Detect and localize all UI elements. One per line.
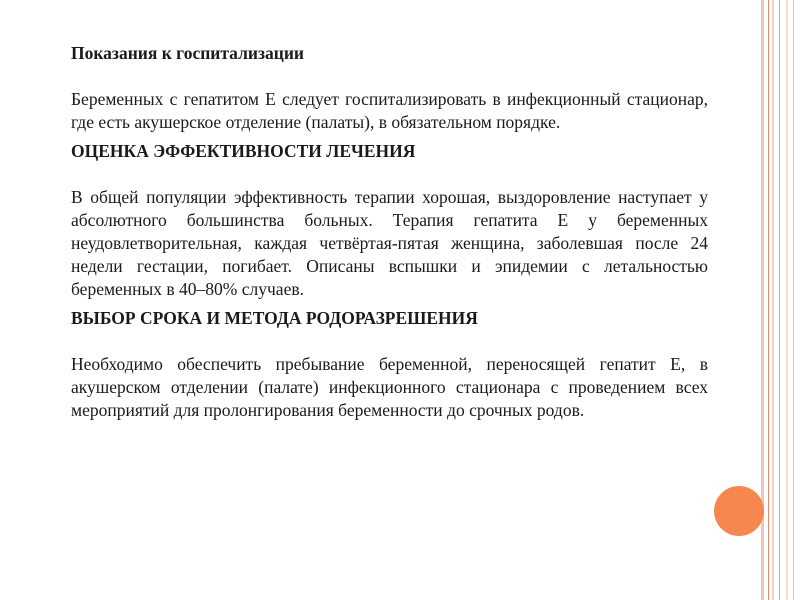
decorative-line [786,0,788,600]
decorative-line [768,0,769,600]
item-text: Беременных с гепатитом Е следует госпитализировать в инфекционный стационар, где есть акушерское отделение (палаты), в обязательном порядке. [71,89,708,132]
decorative-line [772,0,774,600]
item-text: ОЦЕНКА ЭФФЕКТИВНОСТИ ЛЕЧЕНИЯ [71,141,416,161]
bullet-item-heading-efficacy [44,140,708,163]
item-text: ВЫБОР СРОКА И МЕТОДА РОДОРАЗРЕШЕНИЯ [71,308,478,328]
bullet-item-efficacy-text [44,186,708,301]
bullet-item-hospitalization-text [44,88,708,134]
item-text: В общей популяции эффективность терапии хорошая, выздоровление наступает у абсолютного большинства больных. Терапия гепатита Е у беременных неудовлетворительная, каждая четвёртая-пятая женщина, заболевшая после 24 недели гестации, погибает. Описаны вспышки и эпидемии с летальностью беременных в 40–80% случаев. [71,187,708,299]
item-text: Показания к госпитализации [71,43,305,63]
item-text: Необходимо обеспечить пребывание беременной, переносящей гепатит Е, в акушерском отделении (палате) инфекционного стационара с проведением всех мероприятий для пролонгирования беременности до срочных родов. [71,354,708,420]
decorative-line [779,0,780,600]
decorative-line [793,0,794,600]
bullet-item-delivery-text [44,353,708,422]
decorative-circle [714,486,764,536]
slide-content [44,42,708,422]
bullet-item-heading-hospitalization [44,42,708,65]
bullet-item-heading-delivery [44,307,708,330]
